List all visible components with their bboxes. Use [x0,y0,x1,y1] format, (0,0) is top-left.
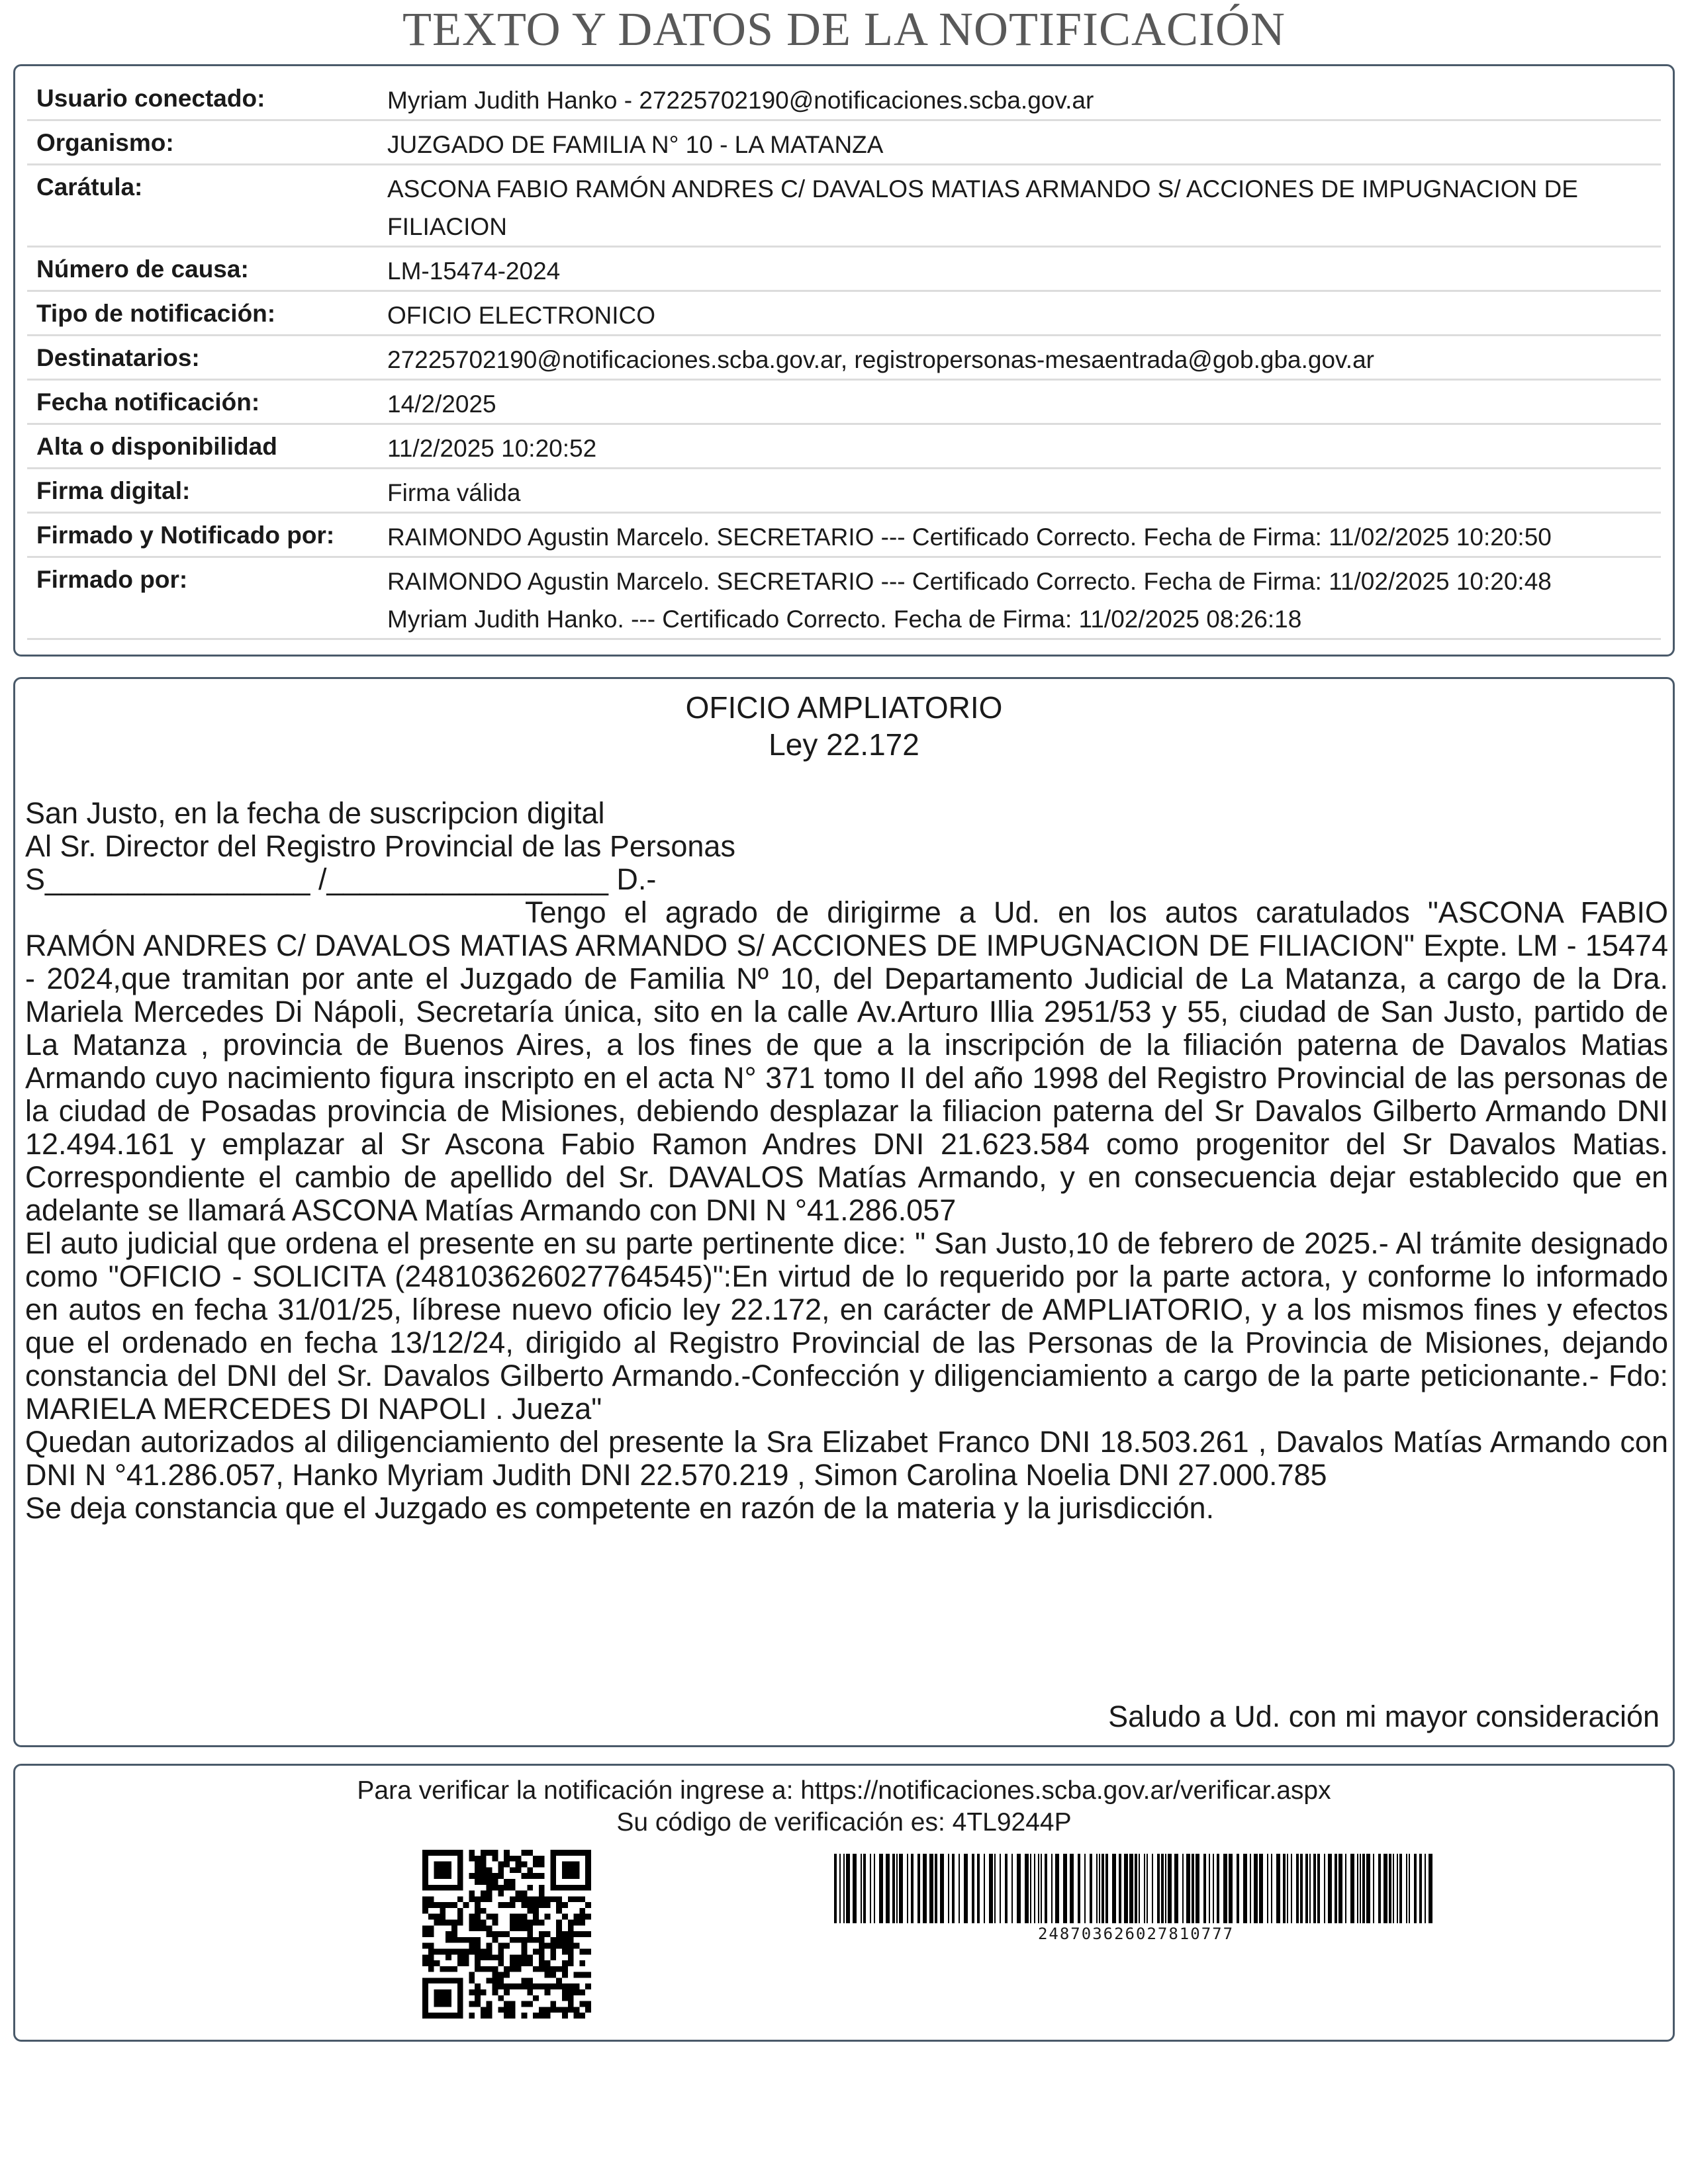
letter-paragraph: El auto judicial que ordena el presente en su parte pertinente dice: " San Justo,10 de febrero de 2025.- Al trámite designado como "OFICIO - SOLICITA (248103626027764545)":En virtud de lo requerido por la parte actora, y conforme lo informado en autos en fecha 31/01/25, líbrese nuevo oficio ley 22.172, en carácter de AMPLIATORIO, y a los mismos fines y efectos que el ordenado en fecha 13/12/24, dirigido al Registro Provincial de las Personas de la Provincia de Misiones, dejando constancia del DNI del Sr. Davalos Gilberto Armando.-Confección y diligenciamiento a cargo de la parte peticionante.- Fdo: MARIELA MERCEDES DI NAPOLI . Jueza" [25,1226,1668,1426]
info-label: Número de causa: [36,255,249,283]
info-row [27,336,1661,381]
letter-paragraph: Quedan autorizados al diligenciamiento del presente la Sra Elizabet Franco DNI 18.503.261 , Davalos Matías Armando con DNI N °41.286.057, Hanko Myriam Judith DNI 22.570.219 , Simon Carolina Noelia DNI 27.000.785 [25,1425,1668,1492]
info-label: Firmado por: [36,566,188,593]
info-row [27,425,1661,469]
notification-info-panel [13,64,1675,657]
info-value [387,563,1661,638]
info-value: 14/2/2025 [387,390,496,418]
info-value: LM-15474-2024 [387,257,561,285]
letter-paragraph-text: Tengo el agrado de dirigirme a Ud. en los autos caratulados "ASCONA FABIO RAMÓN ANDRES C/ DAVALOS MATIAS ARMANDO S/ ACCIONES DE IMPUGNACION DE FILIACION" Expte. LM - 15474 - 2024,que tramitan por ante el Juzgado de Familia Nº 10, del Departamento Judicial de La Matanza, a cargo de la Dra. Mariela Mercedes Di Nápoli, Secretaría única, sito en la calle Av.Arturo Illia 2951/53 y 55, ciudad de San Justo, partido de La Matanza , provincia de Buenos Aires, a los fines de que a la inscripción de la filiación paterna de Davalos Matias Armando cuyo nacimiento figura inscripto en el acta N° 371 tomo II del año 1998 del Registro Provincial de las personas de la ciudad de Posadas provincia de Misiones, debiendo desplazar la filiacion paterna del Sr Davalos Gilberto Armando DNI 12.494.161 y emplazar al Sr Ascona Fabio Ramon Andres DNI 21.623.584 como progenitor del Sr Davalos Matias. Correspondiente el cambio de apellido del Sr. DAVALOS Matías Armando, y en consecuencia dejar establecido que en adelante se llamará ASCONA Matías Armando con DNI N °41.286.057 [25,895,1668,1227]
info-label: Organismo: [36,129,174,156]
qr-code-icon [422,1850,591,2019]
info-label: Destinatarios: [36,344,200,371]
info-value: Firma válida [387,479,521,506]
barcode-icon [831,1854,1440,1923]
letter-paragraph: Se deja constancia que el Juzgado es competente en razón de la materia y la jurisdicción. [25,1491,1215,1525]
verification-url-text: Para verificar la notificación ingrese a: https://notificaciones.scba.gov.ar/verificar.aspx [357,1776,1331,1805]
info-row [27,121,1661,165]
info-value: 11/2/2025 10:20:52 [387,435,597,462]
info-row [27,165,1661,248]
info-value: 27225702190@notificaciones.scba.gov.ar, registropersonas-mesaentrada@gob.gba.gov.ar [387,346,1374,373]
info-value: Myriam Judith Hanko - 27225702190@notificaciones.scba.gov.ar [387,87,1094,114]
info-label: Fecha notificación: [36,388,260,416]
info-row [27,77,1661,121]
info-label: Firma digital: [36,477,191,504]
info-label: Alta o disponibilidad [36,433,277,460]
info-label: Carátula: [36,173,143,201]
info-row [27,292,1661,336]
barcode-number: 248703626027810777 [1037,1925,1235,1943]
info-row [27,558,1661,640]
info-label: Firmado y Notificado por: [36,522,335,549]
document-title: TEXTO Y DATOS DE LA NOTIFICACIÓN [402,3,1286,56]
letter-heading-law: Ley 22.172 [769,727,919,762]
info-value: JUZGADO DE FAMILIA N° 10 - LA MATANZA [387,131,884,158]
info-value: OFICIO ELECTRONICO [387,302,655,329]
letter-panel [13,677,1675,1747]
info-value: ASCONA FABIO RAMÓN ANDRES C/ DAVALOS MATIAS ARMANDO S/ ACCIONES DE IMPUGNACION DE FILIACION [387,175,1578,240]
info-value: RAIMONDO Agustin Marcelo. SECRETARIO --- Certificado Correcto. Fecha de Firma: 11/02/2025 10:20:50 [387,523,1552,551]
info-label: Tipo de notificación: [36,300,276,327]
letter-addressee: Al Sr. Director del Registro Provincial de las Personas [25,829,735,863]
info-value-line: RAIMONDO Agustin Marcelo. SECRETARIO --- Certificado Correcto. Fecha de Firma: 11/02/2025 10:20:48 [387,568,1552,595]
verification-code-text: Su código de verificación es: 4TL9244P [616,1808,1072,1837]
info-row [27,248,1661,292]
letter-heading [28,689,1660,763]
info-value-line: Myriam Judith Hanko. --- Certificado Correcto. Fecha de Firma: 11/02/2025 08:26:18 [387,606,1302,633]
letter-salutation: S________________ /_________________ D.- [25,862,657,896]
letter-body [25,797,1668,1525]
letter-sign-off: Saludo a Ud. con mi mayor consideración [1108,1700,1660,1733]
info-row [27,381,1661,425]
verification-panel [13,1764,1675,2042]
letter-heading-title: OFICIO AMPLIATORIO [685,690,1003,725]
info-label: Usuario conectado: [36,85,265,112]
info-row [27,469,1661,514]
info-row [27,514,1661,558]
letter-place-date: San Justo, en la fecha de suscripcion digital [25,796,605,830]
letter-paragraph [25,896,1668,1227]
